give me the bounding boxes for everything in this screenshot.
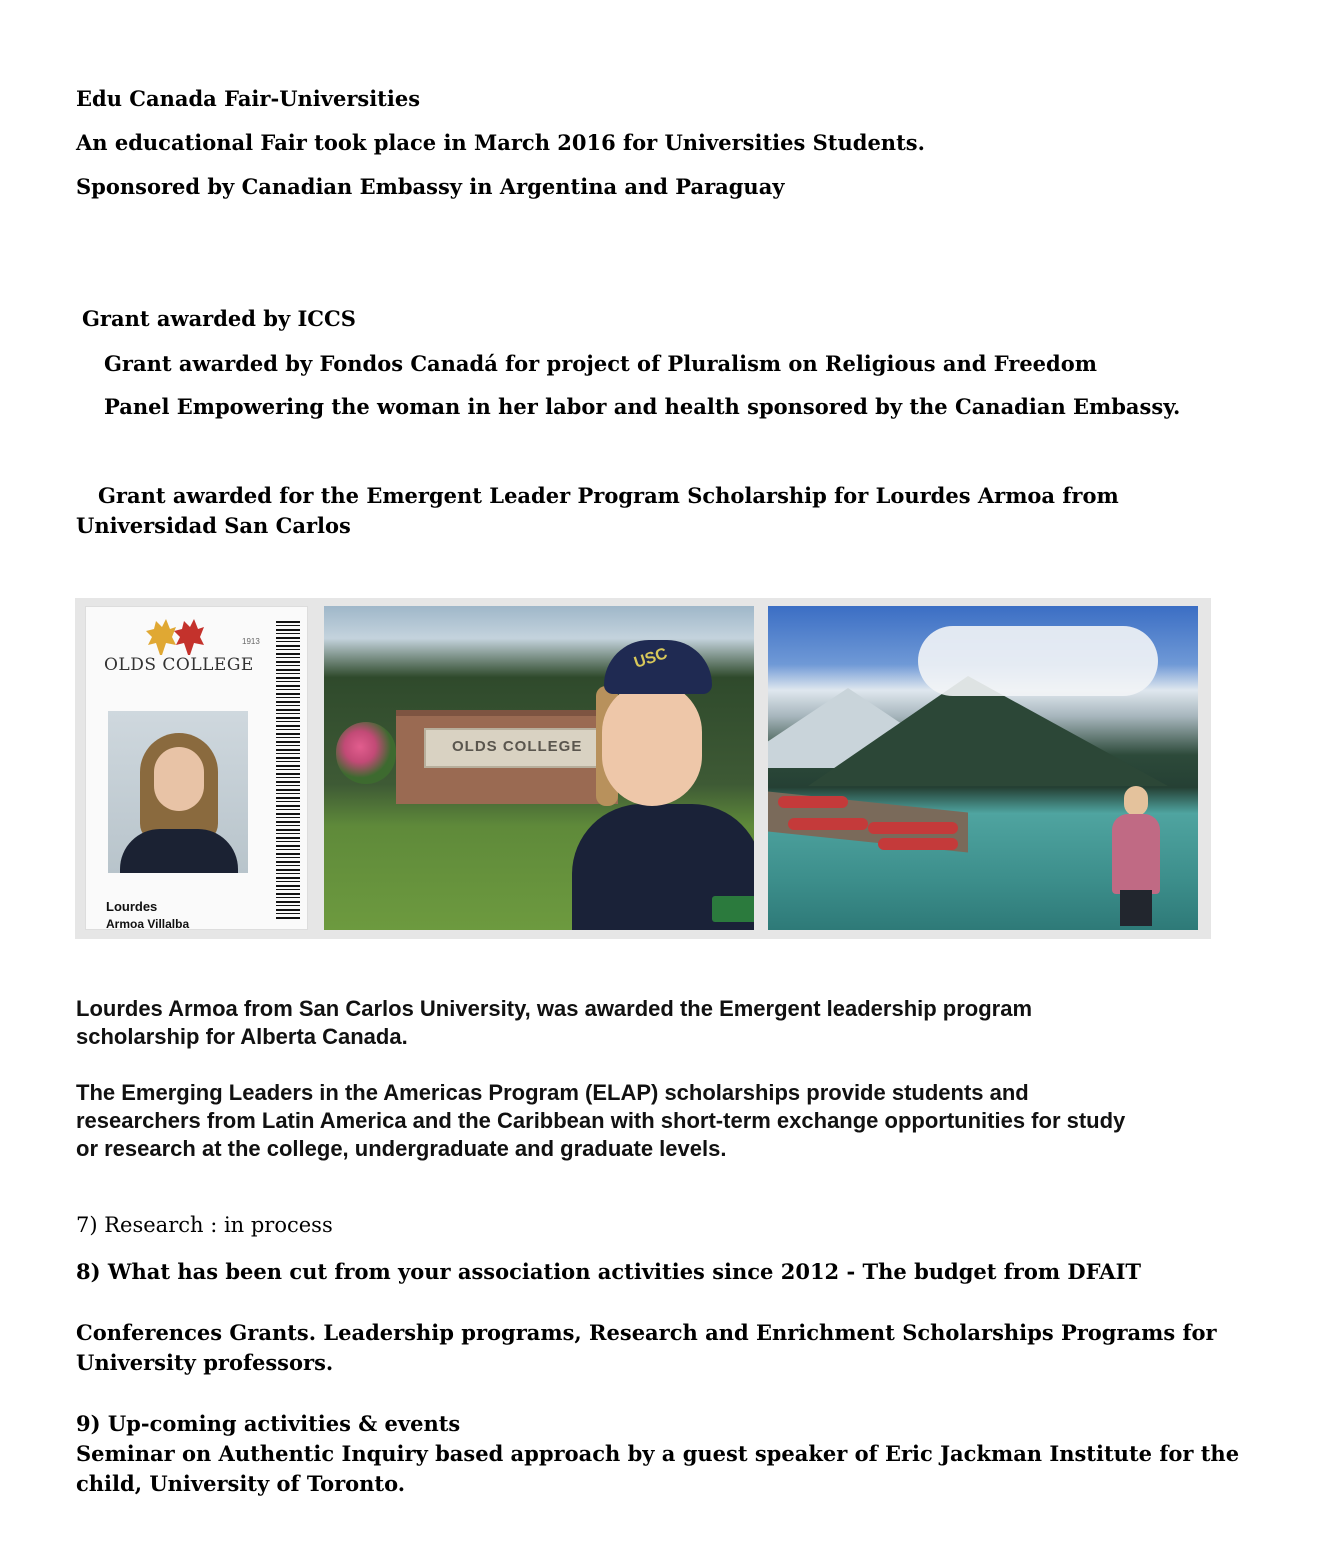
cuts-heading: 8) What has been cut from your association activities since 2012 - The budget from DFAIT	[76, 1259, 1142, 1284]
elap-desc-line1: The Emerging Leaders in the Americas Program (ELAP) scholarships provide students and	[76, 1080, 1029, 1105]
cuts-line1: Conferences Grants. Leadership programs, Research and Enrichment Scholarships Programs for	[76, 1320, 1217, 1345]
selfie-olds-college-photo	[324, 606, 754, 930]
sign-text: OLDS COLLEGE	[452, 738, 583, 755]
student-id-card	[85, 606, 308, 930]
cap-text: USC	[632, 645, 670, 672]
grant-emergent-leader: Grant awarded for the Emergent Leader Program Scholarship for Lourdes Armoa from	[98, 483, 1119, 508]
lake-louise-photo	[768, 606, 1198, 930]
fair-title: Edu Canada Fair-Universities	[76, 86, 421, 111]
elap-award-line2: scholarship for Alberta Canada.	[76, 1024, 408, 1049]
barcode	[276, 621, 300, 921]
fair-description: An educational Fair took place in March 2016 for Universities Students.	[76, 130, 925, 155]
cuts-line2: University professors.	[76, 1350, 334, 1375]
grant-fondos-canada: Grant awarded by Fondos Canadá for project of Pluralism on Religious and Freedom	[104, 351, 1097, 376]
panel-empowering-woman: Panel Empowering the woman in her labor and health sponsored by the Canadian Embassy.	[104, 394, 1181, 419]
card-year: 1913	[242, 637, 260, 646]
elap-desc-line3: or research at the college, undergraduate and graduate levels.	[76, 1136, 727, 1161]
upcoming-line2: child, University of Toronto.	[76, 1471, 406, 1496]
upcoming-heading: 9) Up-coming activities & events	[76, 1411, 461, 1436]
fair-sponsor: Sponsored by Canadian Embassy in Argentina and Paraguay	[76, 174, 785, 199]
photo-strip	[75, 598, 1211, 939]
maple-leaf-logo-icon	[146, 617, 216, 657]
research-status: 7) Research : in process	[76, 1213, 333, 1237]
card-first-name: Lourdes	[106, 899, 158, 914]
card-logo: OLDS COLLEGE	[104, 655, 254, 675]
elap-award-line1: Lourdes Armoa from San Carlos University, was awarded the Emergent leadership program	[76, 996, 1033, 1021]
id-photo	[108, 711, 248, 873]
card-last-name: Armoa Villalba	[106, 917, 190, 930]
grant-emergent-leader-cont: Universidad San Carlos	[76, 513, 351, 538]
elap-desc-line2: researchers from Latin America and the Caribbean with short-term exchange opportunities for study	[76, 1108, 1126, 1133]
grant-iccs: Grant awarded by ICCS	[82, 306, 356, 331]
upcoming-line1: Seminar on Authentic Inquiry based approach by a guest speaker of Eric Jackman Institute for the	[76, 1441, 1240, 1466]
